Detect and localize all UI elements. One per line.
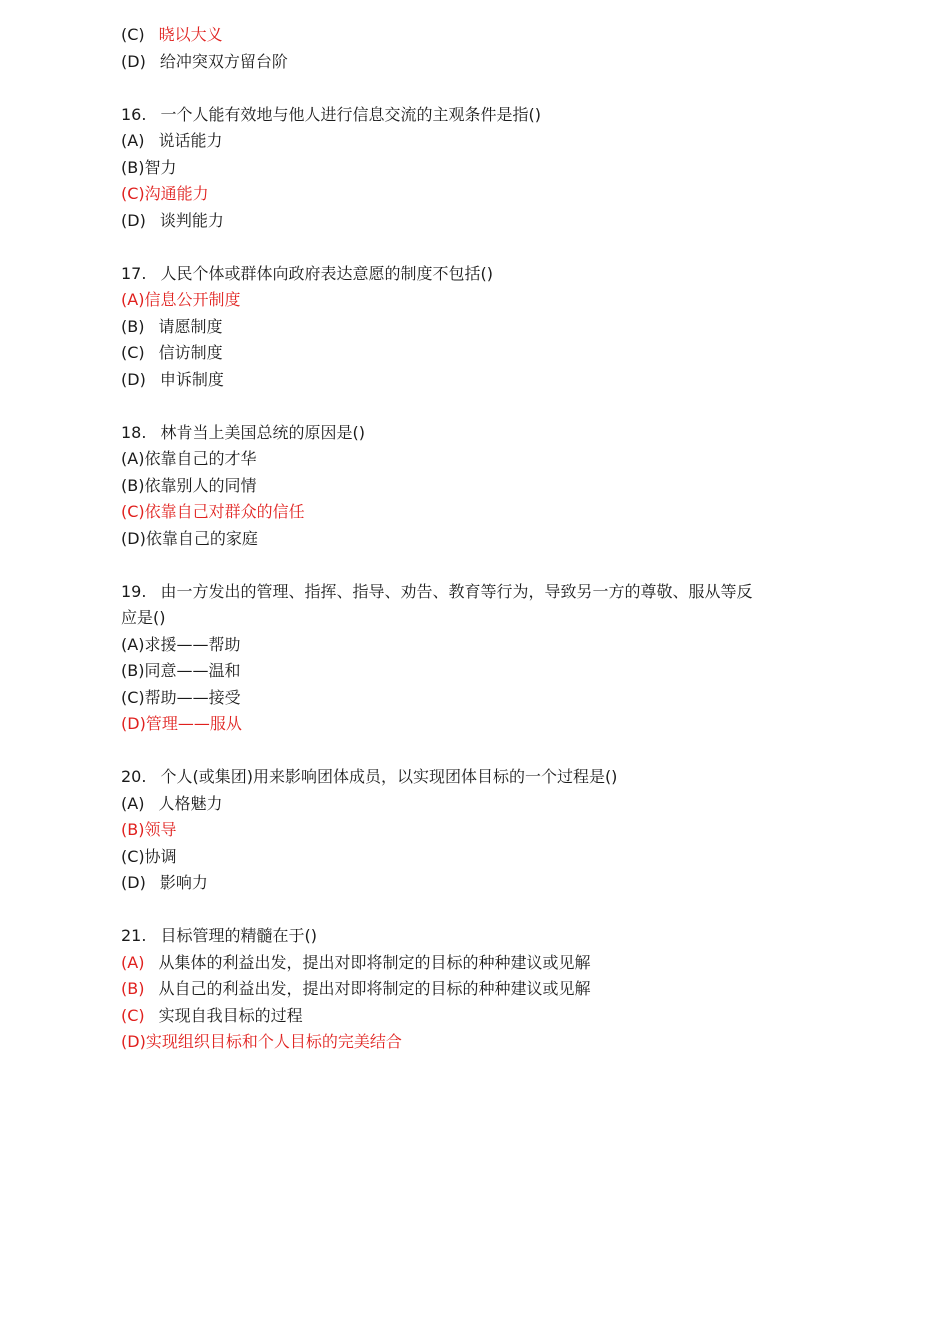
option-text: 依靠自己的才华	[144, 449, 257, 468]
question-text: 由一方发出的管理、指挥、指导、劝告、教育等行为，导致另一方的尊敬、服从等反	[160, 581, 753, 601]
blank-line	[121, 234, 831, 261]
answer-option	[121, 976, 831, 1003]
option-label: (B)	[121, 661, 145, 680]
option-text: 协调	[144, 846, 177, 866]
answer-option	[121, 473, 831, 500]
question-number: 21.	[121, 926, 147, 945]
option-label: (D)	[121, 51, 146, 71]
option-text: 影响力	[159, 873, 208, 892]
option-text: 管理——服从	[145, 714, 242, 733]
option-label: (A)	[121, 793, 145, 813]
question-number: 18.	[121, 422, 147, 442]
question-text: 一个人能有效地与他人进行信息交流的主观条件是指()	[160, 104, 541, 124]
option-label: (B)	[121, 157, 145, 177]
option-text: 人格魅力	[158, 793, 223, 813]
option-text: 同意——温和	[144, 661, 241, 680]
answer-option	[121, 314, 831, 341]
blank-line	[121, 393, 831, 420]
option-text: 信访制度	[158, 343, 223, 362]
answer-option	[121, 208, 831, 235]
option-label: (A)	[121, 449, 145, 468]
option-label: (D)	[121, 528, 146, 548]
answer-option	[121, 181, 831, 208]
option-text: 信息公开制度	[144, 290, 241, 309]
question-text: 林肯当上美国总统的原因是()	[160, 422, 365, 442]
answer-option	[121, 340, 831, 367]
option-label: (D)	[121, 1032, 146, 1051]
question-text: 目标管理的精髓在于()	[160, 926, 317, 945]
option-text: 从自己的利益出发，提出对即将制定的目标的种种建议或见解	[158, 979, 591, 998]
answer-option	[121, 685, 831, 712]
option-label: (D)	[121, 210, 146, 230]
question-text: 应是()	[121, 608, 166, 627]
option-text: 从集体的利益出发，提出对即将制定的目标的种种建议或见解	[158, 952, 591, 972]
option-text: 说话能力	[158, 131, 223, 150]
answer-option	[121, 49, 831, 76]
question-number: 17.	[121, 263, 147, 283]
question-number: 20.	[121, 767, 147, 786]
option-label: (D)	[121, 369, 146, 389]
option-label: (C)	[121, 1005, 145, 1025]
answer-option	[121, 287, 831, 314]
question-text: 个人(或集团)用来影响团体成员，以实现团体目标的一个过程是()	[160, 767, 618, 786]
option-label: (C)	[121, 25, 145, 44]
answer-option	[121, 870, 831, 897]
answer-option	[121, 791, 831, 818]
option-text: 申诉制度	[159, 369, 224, 389]
answer-option	[121, 526, 831, 553]
option-label: (B)	[121, 475, 145, 495]
question-text: 人民个体或群体向政府表达意愿的制度不包括()	[160, 263, 493, 283]
option-text: 领导	[144, 820, 177, 839]
option-label: (C)	[121, 502, 145, 521]
blank-line	[121, 75, 831, 102]
option-label: (D)	[121, 873, 146, 892]
option-label: (C)	[121, 184, 145, 203]
answer-option	[121, 446, 831, 473]
option-text: 给冲突双方留台阶	[159, 51, 288, 71]
option-label: (B)	[121, 979, 145, 998]
blank-line	[121, 897, 831, 924]
answer-option	[121, 950, 831, 977]
option-text: 谈判能力	[159, 210, 224, 230]
question-stem	[121, 420, 831, 447]
option-text: 智力	[144, 157, 177, 177]
option-label: (A)	[121, 290, 145, 309]
answer-option	[121, 1003, 831, 1030]
answer-option	[121, 128, 831, 155]
question-number: 16.	[121, 104, 147, 124]
blank-line	[121, 738, 831, 765]
option-label: (C)	[121, 343, 145, 362]
blank-line	[121, 552, 831, 579]
answer-option	[121, 1029, 831, 1056]
option-text: 沟通能力	[144, 184, 209, 203]
option-text: 求援——帮助	[144, 634, 241, 654]
answer-option	[121, 632, 831, 659]
answer-option	[121, 499, 831, 526]
option-text: 请愿制度	[158, 316, 223, 336]
option-label: (C)	[121, 687, 145, 707]
option-label: (D)	[121, 714, 146, 733]
option-label: (A)	[121, 634, 145, 654]
option-text: 依靠别人的同情	[144, 475, 257, 495]
question-stem	[121, 923, 831, 950]
answer-option	[121, 22, 831, 49]
option-text: 晓以大义	[158, 25, 223, 44]
question-stem	[121, 579, 831, 606]
option-label: (C)	[121, 846, 145, 866]
answer-option	[121, 711, 831, 738]
option-text: 实现自我目标的过程	[158, 1005, 303, 1025]
option-text: 依靠自己对群众的信任	[144, 502, 305, 521]
option-label: (B)	[121, 316, 145, 336]
answer-option	[121, 155, 831, 182]
answer-option	[121, 367, 831, 394]
option-label: (A)	[121, 131, 145, 150]
answer-option	[121, 817, 831, 844]
question-stem-continued	[121, 605, 831, 632]
option-text: 实现组织目标和个人目标的完美结合	[145, 1032, 402, 1051]
option-label: (B)	[121, 820, 145, 839]
question-stem	[121, 102, 831, 129]
option-label: (A)	[121, 952, 145, 972]
answer-option	[121, 658, 831, 685]
option-text: 依靠自己的家庭	[145, 528, 258, 548]
question-number: 19.	[121, 581, 147, 601]
document-page	[121, 22, 831, 1056]
question-stem	[121, 261, 831, 288]
answer-option	[121, 844, 831, 871]
option-text: 帮助——接受	[144, 687, 241, 707]
question-stem	[121, 764, 831, 791]
